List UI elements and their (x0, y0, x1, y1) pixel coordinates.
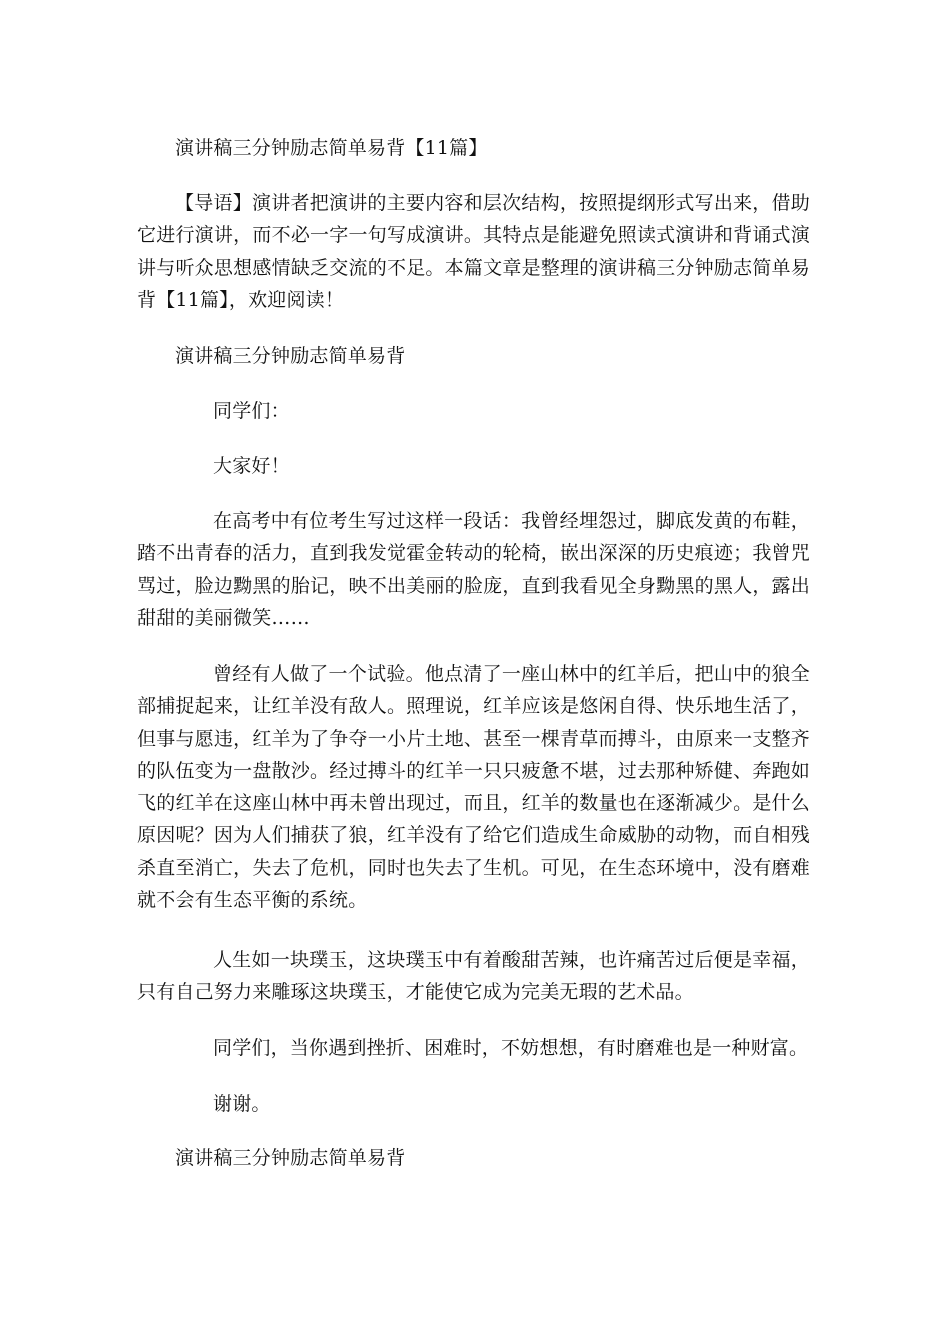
salutation: 同学们： (213, 400, 290, 422)
greeting: 大家好！ (213, 455, 290, 477)
intro-paragraph: 【导语】演讲者把演讲的主要内容和层次结构，按照提纲形式写出来，借助它进行演讲，而不必一字一句写成演讲。其特点是能避免照读式演讲和背诵式演讲与听众思想感情缺乏交流的不足。本篇文章是整理的演讲稿三分钟励志简单易背【11篇】，欢迎阅读！ (137, 192, 810, 311)
body-paragraph: 在高考中有位考生写过这样一段话：我曾经埋怨过，脚底发黄的布鞋，踏不出青春的活力，直到我发觉霍金转动的轮椅，嵌出深深的历史痕迹；我曾咒骂过，脸边黝黑的胎记，映不出美丽的脸庞，直到我看见全身黝黑的黑人，露出甜甜的美丽微笑…… (137, 510, 810, 629)
body-paragraph: 曾经有人做了一个试验。他点清了一座山林中的红羊后，把山中的狼全部捕捉起来，让红羊没有敌人。照理说，红羊应该是悠闲自得、快乐地生活了，但事与愿违，红羊为了争夺一小片土地、甚至一棵青草而搏斗，由原来一支整齐的队伍变为一盘散沙。经过搏斗的红羊一只只疲惫不堪，过去那种矫健、奔跑如飞的红羊在这座山林中再未曾出现过，而且，红羊的数量也在逐渐减少。是什么原因呢？因为人们捕获了狼，红羊没有了给它们造成生命威胁的动物，而自相残杀直至消亡，失去了危机，同时也失去了生机。可见，在生态环境中，没有磨难就不会有生态平衡的系统。 (137, 663, 810, 912)
body-paragraph: 同学们，当你遇到挫折、困难时，不妨想想，有时磨难也是一种财富。 (213, 1037, 809, 1059)
closing: 谢谢。 (213, 1093, 271, 1115)
body-paragraph: 人生如一块璞玉，这块璞玉中有着酸甜苦辣，也许痛苦过后便是幸福，只有自己努力来雕琢这块璞玉，才能使它成为完美无瑕的艺术品。 (137, 949, 810, 1004)
section-heading: 演讲稿三分钟励志简单易背 (175, 345, 406, 367)
document-title: 演讲稿三分钟励志简单易背【11篇】 (175, 137, 488, 159)
section-heading: 演讲稿三分钟励志简单易背 (175, 1147, 406, 1169)
